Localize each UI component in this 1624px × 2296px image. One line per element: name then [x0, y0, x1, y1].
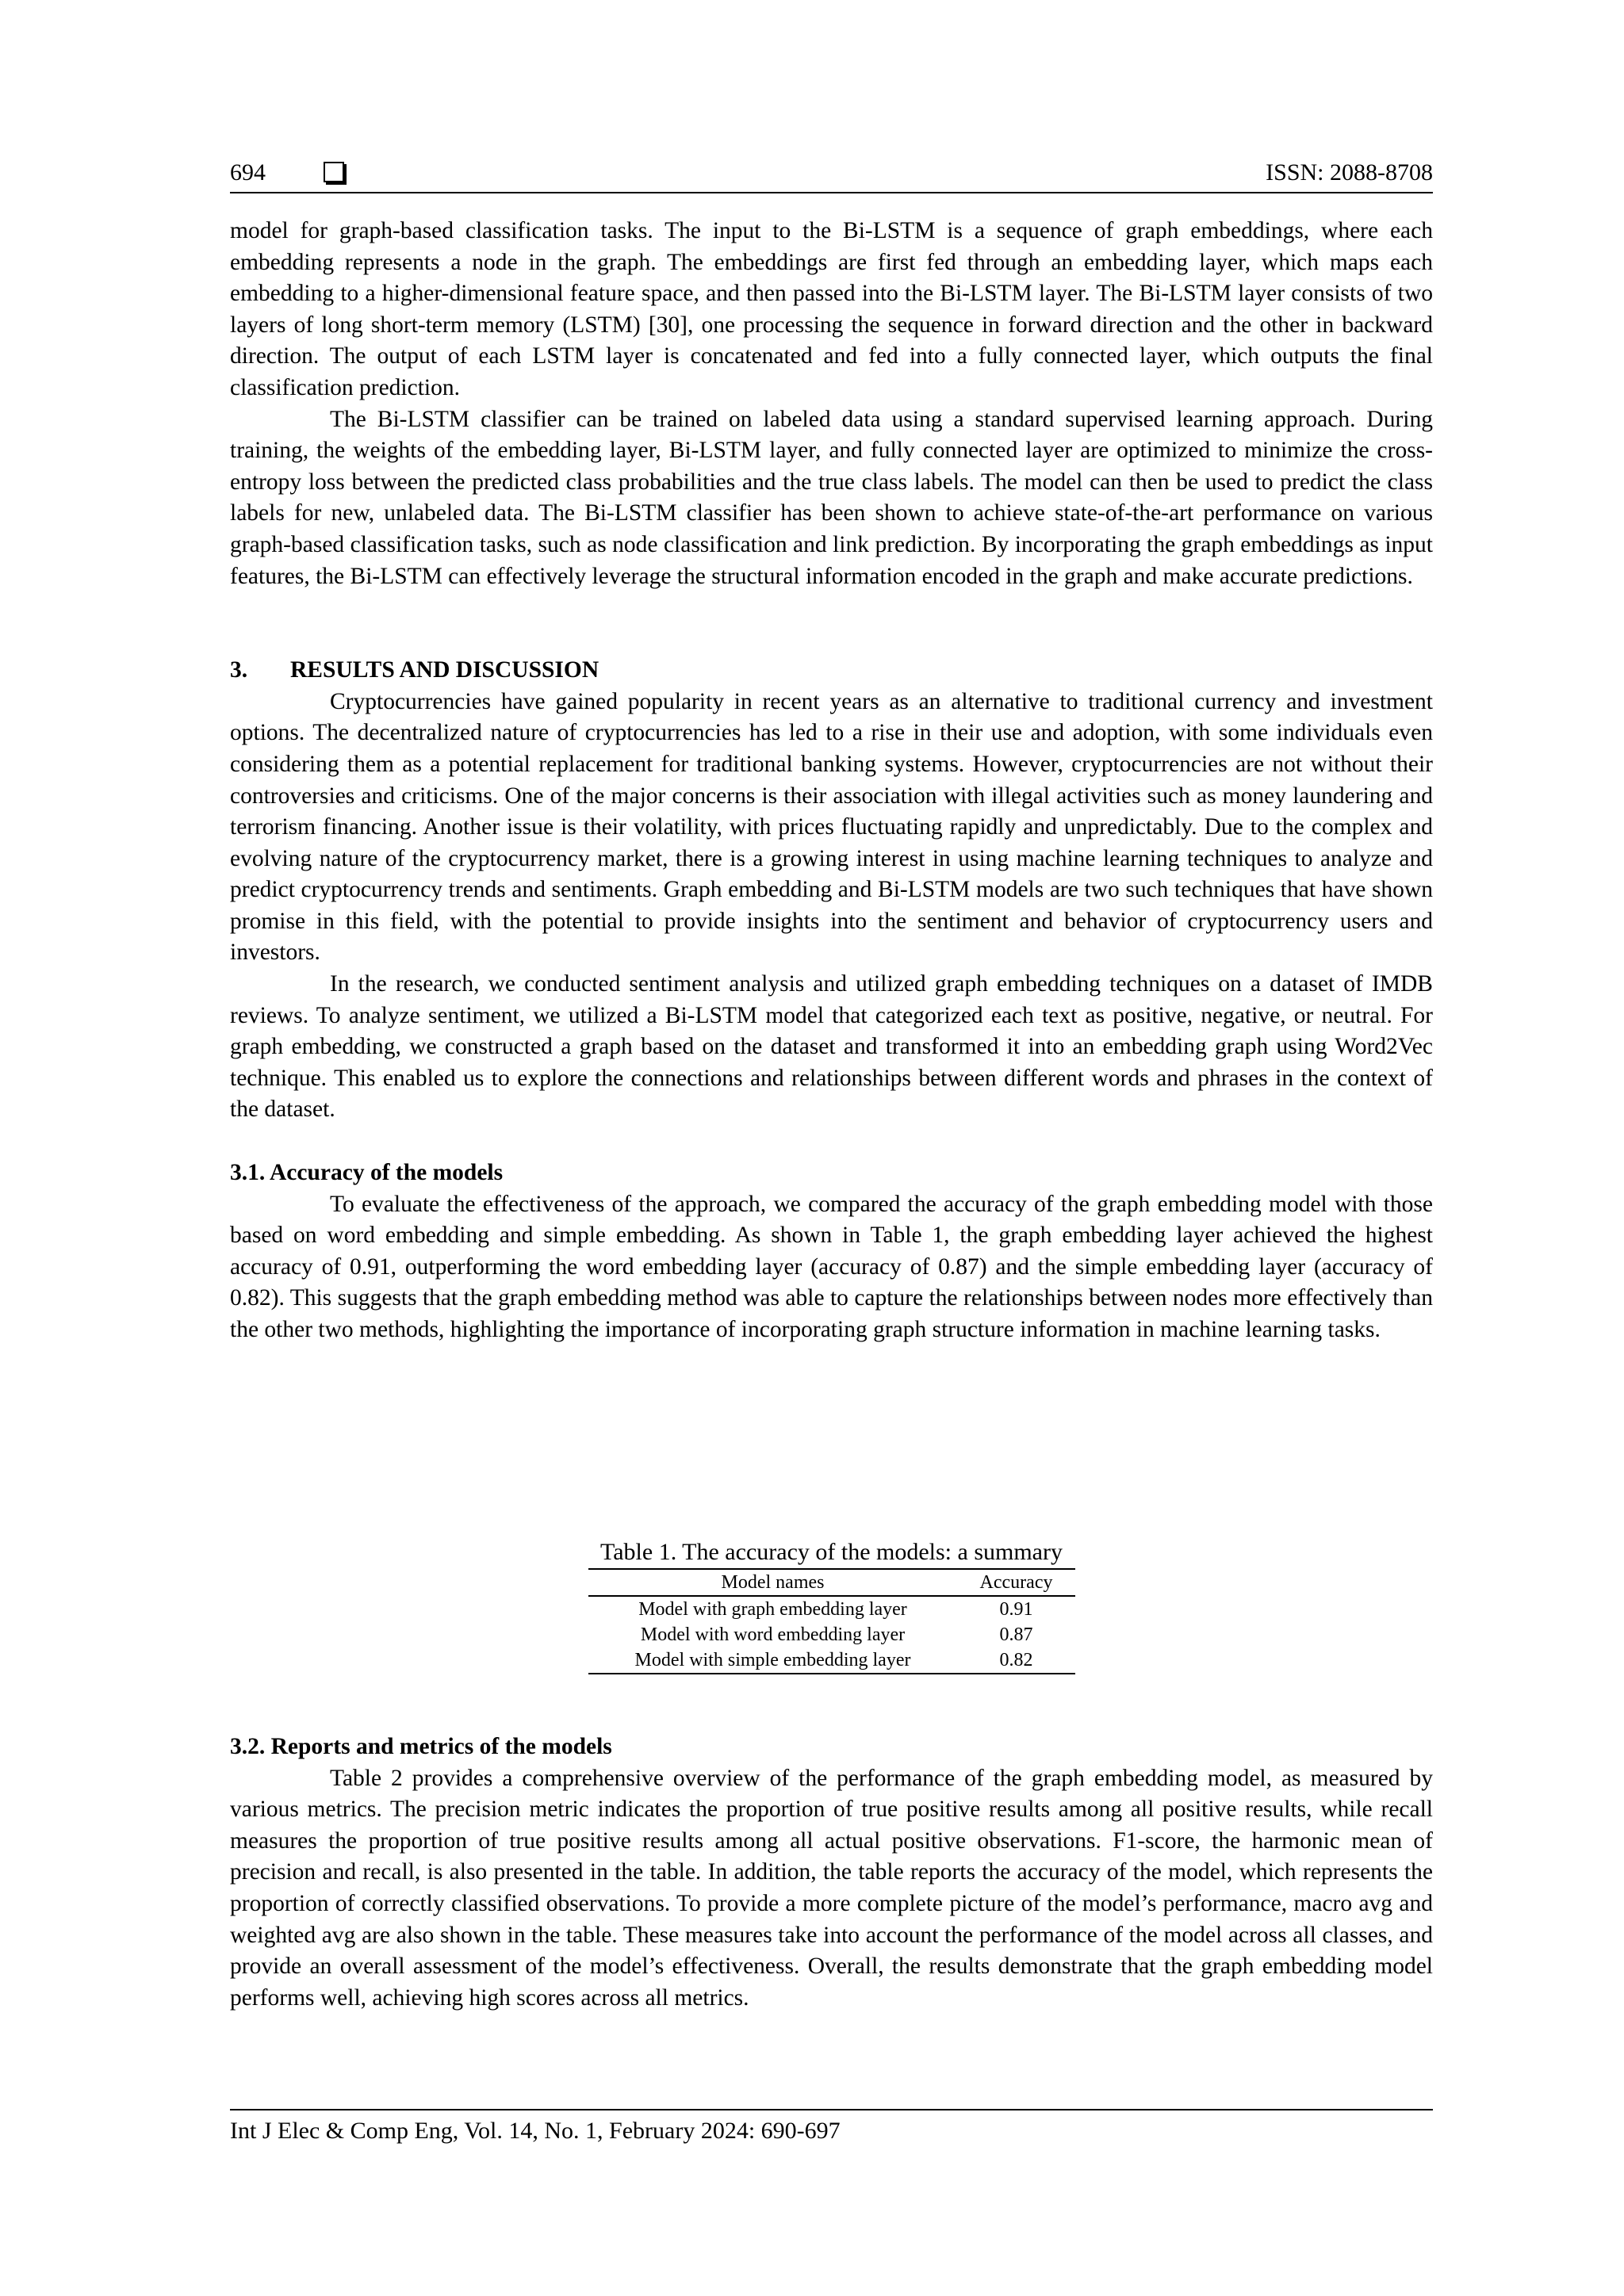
paragraph: Cryptocurrencies have gained popularity in recent years as an alternative to traditional currency and investment options. The decentralized nature of cryptocurrencies has led to a rise in their use and adoption, with some individuals even considering them as a potential replacement for traditional banking systems. However, cryptocurrencies are not without their controversies and criticisms. One of the major concerns is their association with illegal activities such as money laundering and terrorism financing. Another issue is their volatility, with prices fluctuating rapidly and unpredictably. Due to the complex and evolving nature of the cryptocurrency market, there is a growing interest in using machine learning techniques to analyze and predict cryptocurrency trends and sentiments. Graph embedding and Bi-LSTM models are two such techniques that have shown promise in this field, with the potential to provide insights into the sentiment and behavior of cryptocurrency users and investors. — [230, 688, 1433, 966]
body-text — [230, 216, 1433, 1346]
journal-page — [230, 0, 1433, 2296]
table-cell: 0.91 — [999, 1599, 1033, 1620]
page-number: 694 — [230, 159, 266, 186]
column-header: Accuracy — [958, 1569, 1075, 1596]
table-cell: Model with word embedding layer — [640, 1624, 906, 1645]
paragraph: In the research, we conducted sentiment analysis and utilized graph embedding techniques on a dataset of IMDB reviews. To analyze sentiment, we utilized a Bi-LSTM model that categorized each text as positive, negative, or neutral. For graph embedding, we constructed a graph based on the dataset and transformed it into an embedding graph using Word2Vec technique. This enabled us to explore the connections and relationships between different words and phrases in the context of the dataset. — [230, 971, 1433, 1123]
paragraph: The Bi-LSTM classifier can be trained on labeled data using a standard supervised learning approach. During training, the weights of the embedding layer, Bi-LSTM layer, and fully connected layer are optimized to minimize the cross-entropy loss between the predicted class probabilities and the true class labels. The model can then be used to predict the class labels for new, unlabeled data. The Bi-LSTM classifier has been shown to achieve state-of-the-art performance on various graph-based classification tasks, such as node classification and link prediction. By incorporating the graph embeddings as input features, the Bi-LSTM can effectively leverage the structural information encoded in the graph and make accurate predictions. — [230, 406, 1433, 589]
table-row — [588, 1647, 1075, 1674]
issn-label: ISSN: 2088-8708 — [1266, 159, 1433, 186]
table-header-row — [588, 1569, 1075, 1596]
table-row — [588, 1596, 1075, 1622]
table-1-block — [230, 1536, 1433, 1674]
page-footer: Int J Elec & Comp Eng, Vol. 14, No. 1, February 2024: 690-697 — [230, 2118, 841, 2144]
page-header — [230, 155, 1433, 195]
table-cell: 0.82 — [958, 1647, 1075, 1674]
table-caption: Table 1. The accuracy of the models: a summary — [600, 1539, 1063, 1565]
paragraph: model for graph-based classification tasks. The input to the Bi-LSTM is a sequence of graph embeddings, where each embedding represents a node in the graph. The embeddings are first fed through an embedding layer, which maps each embedding to a higher-dimensional feature space, and then passed into the Bi-LSTM layer. The Bi-LSTM layer consists of two layers of long short-term memory (LSTM) [30], one processing the sequence in forward direction and the other in backward direction. The output of each LSTM layer is concatenated and fed into a fully connected layer, which outputs the final classification prediction. — [230, 218, 1433, 400]
table-cell: 0.87 — [999, 1624, 1033, 1645]
square-box-icon — [324, 162, 344, 182]
table-cell: Model with graph embedding layer — [638, 1599, 907, 1620]
body-text-lower — [230, 1732, 1433, 2014]
header-rule — [230, 192, 1433, 193]
paragraph: Table 2 provides a comprehensive overview of the performance of the graph embedding model, as measured by various metrics. The precision metric indicates the proportion of true positive results among all positive results, while recall measures the proportion of true positive results among all actual positive observations. F1-score, the harmonic mean of precision and recall, is also presented in the table. In addition, the table reports the accuracy of the model, which represents the proportion of correctly classified observations. To provide a more complete picture of the model’s performance, macro avg and weighted avg are also shown in the table. These measures take into account the performance of the model across all classes, and provide an overall assessment of the model’s effectiveness. Overall, the results demonstrate that the graph embedding model performs well, achieving high scores across all metrics. — [230, 1765, 1433, 2011]
table-cell: Model with simple embedding layer — [588, 1647, 958, 1674]
paragraph: To evaluate the effectiveness of the approach, we compared the accuracy of the graph embedding model with those based on word embedding and simple embedding. As shown in Table 1, the graph embedding layer achieved the highest accuracy of 0.91, outperforming the word embedding layer (accuracy of 0.87) and the simple embedding layer (accuracy of 0.82). This suggests that the graph embedding method was able to capture the relationships between nodes more effectively than the other two methods, highlighting the importance of incorporating graph structure information in machine learning tasks. — [230, 1191, 1433, 1342]
table-row — [588, 1622, 1075, 1647]
footer-rule — [230, 2109, 1433, 2110]
section-number: 3. — [230, 657, 248, 683]
section-heading — [230, 655, 1433, 687]
column-header: Model names — [588, 1569, 958, 1596]
accuracy-table — [588, 1568, 1075, 1674]
section-title: RESULTS AND DISCUSSION — [290, 657, 599, 683]
subsection-heading: 3.1. Accuracy of the models — [230, 1160, 504, 1186]
subsection-heading: 3.2. Reports and metrics of the models — [230, 1734, 612, 1759]
